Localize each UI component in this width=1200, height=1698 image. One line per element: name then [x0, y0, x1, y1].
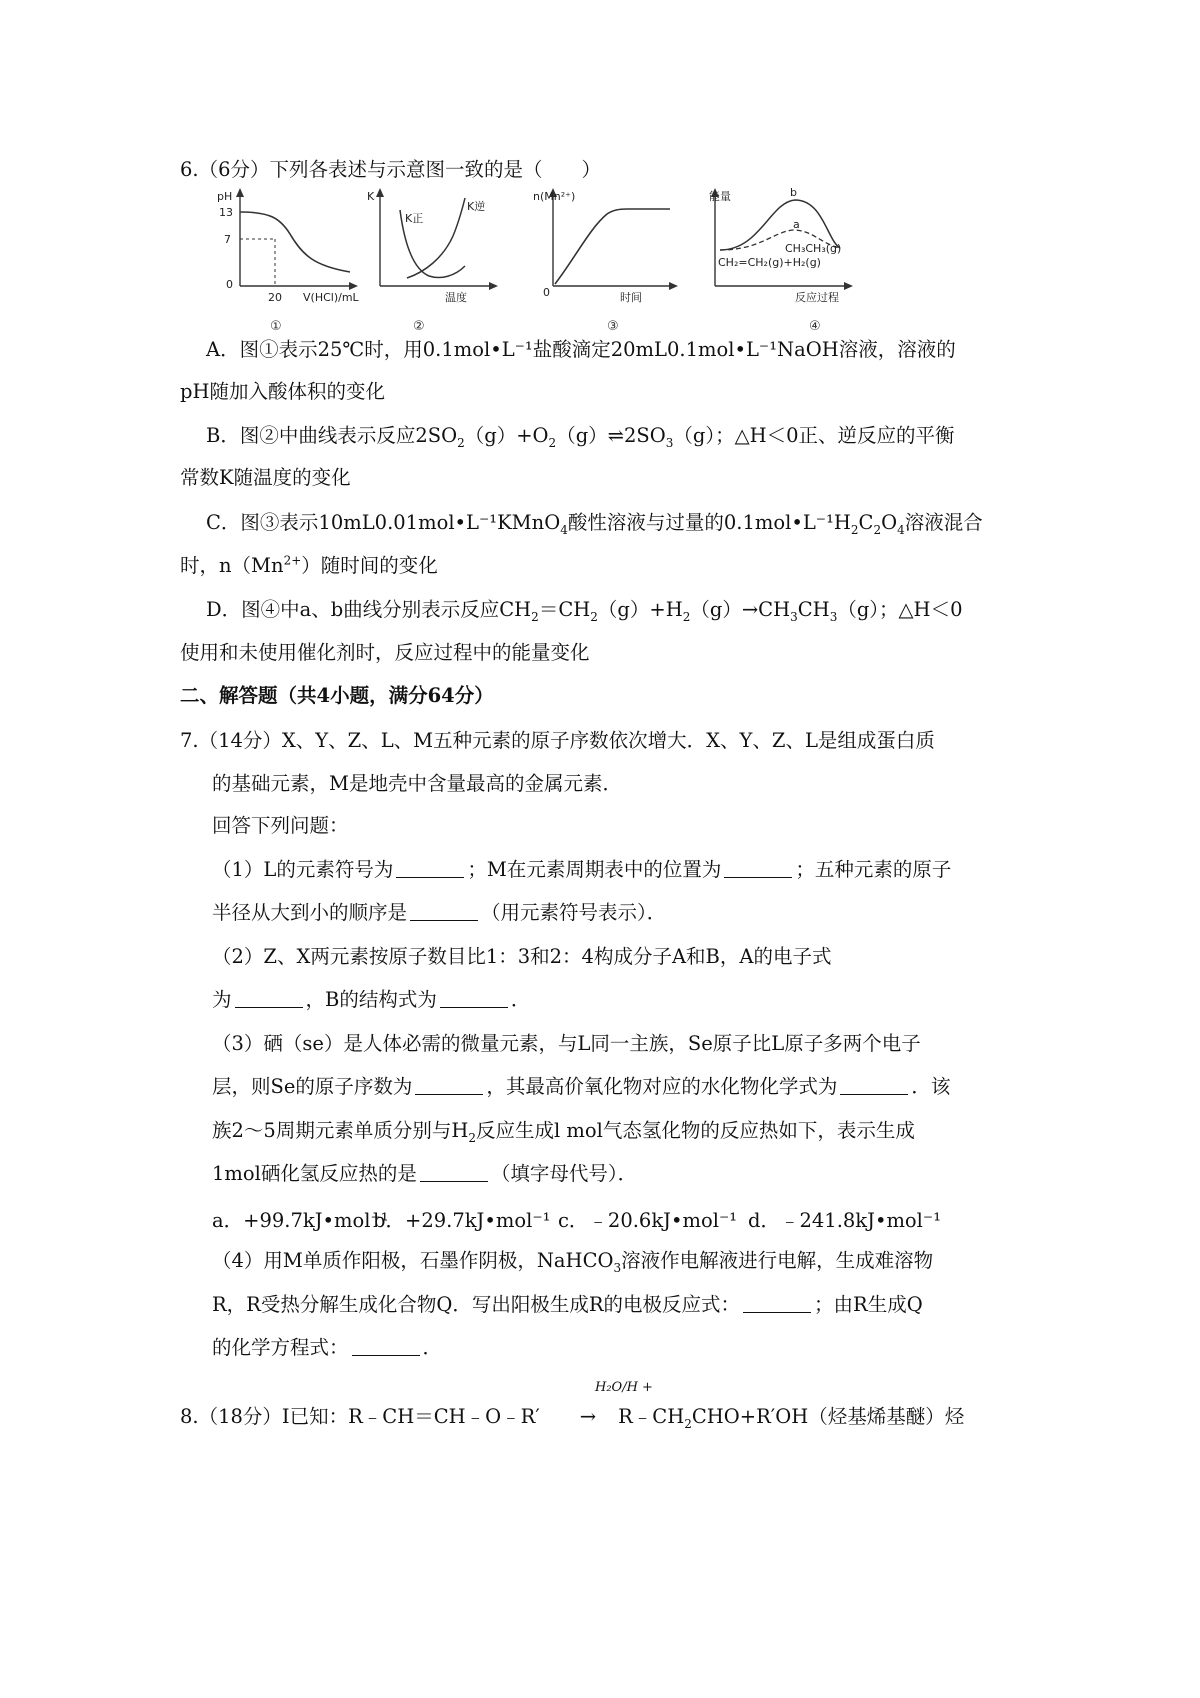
- q7-part4-line1: （4）用M单质作阳极，石墨作阴极，NaHCO$_3$溶液作电解液进行电解，生成难溶物: [212, 1249, 934, 1275]
- q7-part3-line1: （3）硒（se）是人体必需的微量元素，与L同一主族，Se原子比L原子多两个电子: [212, 1032, 921, 1055]
- fig3-caption: ③: [607, 319, 619, 334]
- q7-line2: 的基础元素，M是地壳中含量最高的金属元素．: [212, 772, 622, 795]
- fig1-tick-20: 20: [268, 291, 282, 304]
- q7-part1-line2: 半径从大到小的顺序是 （用元素符号表示）．: [212, 901, 667, 924]
- q7-part3-line2: 层，则Se的原子序数为 ，其最高价氧化物对应的水化物化学式为 ．该: [212, 1075, 951, 1098]
- q6-figures: [215, 188, 965, 353]
- answer-blank[interactable]: [840, 1076, 908, 1095]
- q7-part3-line3: 族2～5周期元素单质分别与$H_2$反应生成l mol气态氢化物的反应热如下，表示生成: [212, 1119, 915, 1145]
- fig2-caption: ②: [413, 319, 425, 334]
- fig1-tick-7: 7: [224, 233, 231, 246]
- q6-option-c-line1: C．图③表示10mL0.01mol•L⁻¹KMnO$_4$酸性溶液与过量的$0.1mol•L^{-1}H_2C_2O_4$溶液混合: [206, 511, 983, 537]
- answer-blank[interactable]: [396, 859, 464, 878]
- answer-blank[interactable]: [743, 1294, 811, 1313]
- fig1-ylabel: pH: [217, 190, 233, 203]
- q7-part3-line4: 1mol硒化氢反应热的是 （填字母代号）．: [212, 1162, 638, 1185]
- q6-title: 6.（6分）下列各表述与示意图一致的是（ ）: [180, 158, 602, 181]
- answer-blank[interactable]: [440, 989, 508, 1008]
- q7-part2-line1: （2）Z、X两元素按原子数目比1：3和2：4构成分子A和B，A的电子式: [212, 945, 832, 968]
- fig2-xlabel: 温度: [445, 291, 467, 304]
- q7-choice-b: b．+29.7kJ•mol⁻¹: [373, 1209, 551, 1232]
- fig1-tick-13: 13: [219, 206, 233, 219]
- fig2-k-pos: K正: [405, 212, 424, 225]
- q6-option-c-line2: 时，$n(Mn^{2+})$随时间的变化: [180, 553, 438, 577]
- fig1-xlabel: V(HCl)/mL: [303, 291, 359, 304]
- answer-blank[interactable]: [352, 1337, 420, 1356]
- q8-line1: 8.（18分）Ⅰ已知：R﹣CH＝CH﹣O﹣R′ → $R﹣CH_2CHO+R'OH$（烃基烯基醚）烃: [180, 1405, 965, 1431]
- q7-line1: 7.（14分）X、Y、Z、L、M五种元素的原子序数依次增大．X、Y、Z、L是组成蛋白质: [180, 729, 935, 752]
- answer-blank[interactable]: [724, 859, 792, 878]
- q7-part1-line1: （1）L的元素符号为 ；M在元素周期表中的位置为 ；五种元素的原子: [212, 858, 952, 881]
- figure-1: [217, 188, 360, 334]
- q7-line3: 回答下列问题：: [212, 814, 349, 837]
- answer-blank[interactable]: [415, 1076, 483, 1095]
- fig1-origin: 0: [226, 278, 233, 291]
- q6-option-a-line1: A．图①表示25℃时，用0.1mol•L⁻¹盐酸滴定20mL0.1mol•L⁻¹NaOH溶液，溶液的: [206, 338, 956, 361]
- q7-choice-d: d．﹣241.8kJ•mol⁻¹: [748, 1209, 942, 1232]
- fig4-reactant: CH₂=CH₂(g)+H₂(g): [718, 256, 821, 269]
- fig4-ylabel: 能量: [709, 190, 731, 203]
- fig4-curve-b: b: [790, 188, 797, 199]
- fig3-origin: 0: [543, 286, 550, 299]
- fig3-ylabel: n(Mn²⁺): [533, 190, 576, 203]
- q6-option-d-line1: D．图④中a、b曲线分别表示反应$CH_2=CH_2(g)+H_2(g)\to CH_3CH_3(g)$；△H＜0: [206, 598, 963, 624]
- fig2-k-neg: K逆: [467, 200, 486, 213]
- q7-part4-line3: 的化学方程式： ．: [212, 1336, 443, 1359]
- q6-option-a-line2: pH随加入酸体积的变化: [180, 380, 385, 403]
- answer-blank[interactable]: [235, 989, 303, 1008]
- fig4-curve-a: a: [793, 218, 800, 231]
- fig4-product: CH₃CH₃(g): [785, 242, 842, 255]
- figure-3: [533, 188, 678, 334]
- answer-blank[interactable]: [420, 1163, 488, 1182]
- q7-part4-line2: R，R受热分解生成化合物Q．写出阳极生成R的电极反应式： ；由R生成Q: [212, 1293, 923, 1316]
- q7-choice-c: c．﹣20.6kJ•mol⁻¹: [558, 1209, 738, 1232]
- fig3-xlabel: 时间: [620, 291, 642, 304]
- figure-2: [367, 188, 498, 334]
- q7-choice-a: a．+99.7kJ•mol⁻¹: [212, 1209, 389, 1232]
- fig2-ylabel: K: [367, 190, 375, 203]
- fig4-caption: ④: [809, 319, 821, 334]
- q8-arrow-label: H₂O/H +: [595, 1380, 653, 1395]
- fig4-xlabel: 反应过程: [795, 291, 839, 304]
- section-title: 二、解答题（共4小题，满分64分）: [180, 684, 494, 707]
- q6-option-b-line1: B．图②中曲线表示反应$2SO_2(g)+O_2(g)\rightleftharpoons 2SO_3(g)$；△H＜0正、逆反应的平衡: [206, 424, 955, 450]
- fig1-caption: ①: [270, 319, 282, 334]
- answer-blank[interactable]: [410, 902, 478, 921]
- figure-4: [709, 188, 853, 334]
- q7-part2-line2: 为 ，B的结构式为 ．: [212, 988, 531, 1011]
- q6-option-b-line2: 常数K随温度的变化: [180, 466, 351, 489]
- q6-option-d-line2: 使用和未使用催化剂时，反应过程中的能量变化: [180, 641, 590, 664]
